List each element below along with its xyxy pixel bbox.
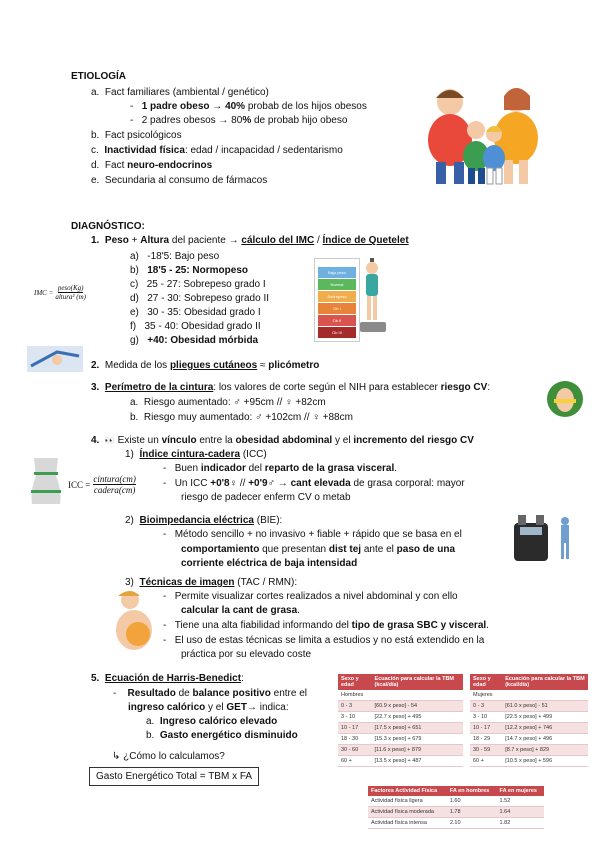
table-row	[470, 712, 588, 723]
skinfold-caliper-image	[27, 346, 83, 372]
table-cell: [14.7 x peso] + 496	[502, 734, 588, 745]
table-cell: 60 +	[338, 756, 372, 767]
imc-chart-band: Ob III	[318, 327, 356, 338]
table-cell: 1.60	[447, 796, 497, 807]
section-2: 2. Medida de los pliegues cutáneos ≈ plicómetro	[91, 360, 320, 371]
table-cell: [12.2 x peso] + 746	[502, 723, 588, 734]
imaging-line-3: - Tiene una alta fiabilidad informando del tipo de grasa SBC y visceral.	[163, 620, 489, 631]
table-cell: 1.82	[497, 818, 544, 829]
imc-item: a) -18'5: Bajo peso	[130, 251, 220, 262]
tbm-men-table: Sexo y edad Ecuación para calcular la TBM (kcal/día) Hombres 0 - 3 [60.9 x peso] - 54 3 - 10 [22.7 x peso] + 495 10 - 17 [17.5 x peso] + 651 18 - 30 [15.3 x peso] + 679 30 - 60 [11.6 x peso] + 879 60 + [13.5 x peso] + 487	[338, 674, 463, 767]
table-cell: 18 - 29	[470, 734, 502, 745]
bie-heading: 2) Bioimpedancia eléctrica (BIE):	[125, 515, 283, 526]
table-cell: 1.52	[497, 796, 544, 807]
imc-item: e) 30 - 35: Obesidad grado I	[130, 307, 261, 318]
table-cell: [17.5 x peso] + 651	[372, 723, 463, 734]
waist-hip-illustration	[26, 458, 66, 504]
table-cell: [22.5 x peso] + 499	[502, 712, 588, 723]
tbm-women-table: Sexo y edad Ecuación para calcular la TBM (kcal/día) Mujeres 0 - 3 [61.0 x peso] - 51 3 - 10 [22.5 x peso] + 499 10 - 17 [12.2 x peso] + 746 18 - 29 [14.7 x peso] + 496 30 - 59 [8.7 x peso] + 829 60 + [10.5 x peso] + 596	[470, 674, 588, 767]
table-cell: 30 - 60	[338, 745, 372, 756]
child-on-scale-illustration	[357, 258, 391, 340]
imc-chart-band: Ob II	[318, 315, 356, 326]
table-group-row: Mujeres	[470, 690, 588, 701]
harris-question: ↳ ¿Cómo lo calculamos?	[112, 751, 225, 762]
table-row	[470, 756, 588, 767]
table-cell: [22.7 x peso] + 495	[372, 712, 463, 723]
imaging-line-1: - Permite visualizar cortes realizados a nivel abdominal y con ello	[163, 591, 458, 602]
table-cell: 3 - 10	[470, 712, 502, 723]
imc-item: g) +40: Obesidad mórbida	[130, 335, 259, 346]
activity-factor-table: Factores Actividad Física FA en hombres FA en mujeres Actividad física ligera 1.60 1.52 Actividad física moderada 1.78 1.64 Actividad física intensa 2.10 1.82	[368, 786, 544, 829]
harris-line-2: ingreso calórico y el GET→ indica:	[128, 702, 289, 713]
imc-item: c) 25 - 27: Sobrepeso grado I	[130, 279, 266, 290]
table-cell: 2.10	[447, 818, 497, 829]
icc-line-3: riesgo de padecer enferm CV o metab	[181, 492, 351, 503]
table-row	[338, 712, 463, 723]
imc-chart-band: Ob I	[318, 303, 356, 314]
table-group-row: Hombres	[338, 690, 463, 701]
table-cell: 18 - 30	[338, 734, 372, 745]
icc-line-2: - Un ICC +0'8♀ // +0'9♂ → cant elevada de grasa corporal: mayor	[163, 478, 465, 489]
table-row	[368, 796, 544, 807]
table-row	[470, 745, 588, 756]
table-row	[338, 734, 463, 745]
eyes-icon: 👀	[104, 436, 115, 445]
section-3-heading: 3. Perímetro de la cintura: los valores de corte según el NIH para establecer riesgo CV:	[91, 382, 491, 393]
get-formula-box: Gasto Energético Total = TBM x FA	[89, 767, 259, 786]
etiologia-item-a1: - 1 padre obeso → 40% probab de los hijos obesos	[130, 101, 367, 112]
table-cell: 1.78	[447, 807, 497, 818]
table-row	[470, 701, 588, 712]
table-row	[470, 723, 588, 734]
section-3-item-b: b. Riesgo muy aumentado: ♂ +102cm // ♀ +88cm	[130, 412, 353, 423]
table-cell: 3 - 10	[338, 712, 372, 723]
diagnostico-title: DIAGNÓSTICO:	[71, 221, 145, 232]
imc-item: d) 27 - 30: Sobrepeso grado II	[130, 293, 269, 304]
imc-item: f) 35 - 40: Obesidad grado II	[130, 321, 261, 332]
bioimpedance-scale-image	[510, 513, 578, 563]
table-row	[470, 734, 588, 745]
table-cell: Actividad física ligera	[368, 796, 447, 807]
etiologia-item-b: b. Fact psicológicos	[91, 130, 182, 141]
table-cell: 10 - 17	[470, 723, 502, 734]
table-cell: Actividad física moderada	[368, 807, 447, 818]
table-row	[368, 818, 544, 829]
imc-formula: IMC = peso(Kg) altura² (m)	[34, 284, 86, 301]
etiologia-item-c: c. Inactividad física: edad / incapacidad / sedentarismo	[91, 145, 343, 156]
etiologia-item-a: a. Fact familiares (ambiental / genético)	[91, 87, 269, 98]
table-cell: 30 - 59	[470, 745, 502, 756]
table-cell: [11.6 x peso] + 879	[372, 745, 463, 756]
table-cell: [60.9 x peso] - 54	[372, 701, 463, 712]
table-row	[338, 723, 463, 734]
etiologia-item-e: e. Secundaria al consumo de fármacos	[91, 175, 268, 186]
imc-chart-band: Normal	[318, 279, 356, 290]
imc-chart-band: Sobrepeso	[318, 291, 356, 302]
harris-item-a: a. Ingreso calórico elevado	[146, 716, 278, 727]
table-cell: [61.0 x peso] - 51	[502, 701, 588, 712]
section-5-heading: 5. Ecuación de Harris-Benedict:	[91, 673, 244, 684]
table-cell: [13.5 x peso] + 487	[372, 756, 463, 767]
table-cell: 0 - 3	[338, 701, 372, 712]
obese-family-illustration	[418, 80, 548, 190]
body-scan-illustration	[112, 588, 156, 650]
imc-chart-image	[314, 258, 360, 342]
etiologia-item-d: d. Fact neuro-endocrinos	[91, 160, 213, 171]
table-row	[338, 701, 463, 712]
table-cell: [10.5 x peso] + 596	[502, 756, 588, 767]
imc-item: b) 18'5 - 25: Normopeso	[130, 265, 248, 276]
table-row	[368, 807, 544, 818]
icc-line-1: - Buen indicador del reparto de la grasa visceral.	[163, 463, 398, 474]
section-3-item-a: a. Riesgo aumentado: ♂ +95cm // ♀ +82cm	[130, 397, 326, 408]
table-cell: 0 - 3	[470, 701, 502, 712]
bie-line-3: corriente eléctrica de baja intensidad	[181, 558, 358, 569]
imaging-line-5: práctica por su elevado coste	[181, 649, 312, 660]
icc-formula: ICC = cintura(cm) cadera(cm)	[68, 474, 136, 495]
waist-measure-icon	[546, 380, 584, 418]
bie-line-1: - Método sencillo + no invasivo + fiable + rápido que se basa en el	[163, 529, 462, 540]
table-row	[338, 756, 463, 767]
table-cell: 10 - 17	[338, 723, 372, 734]
imc-chart-band: Bajo peso	[318, 267, 356, 278]
harris-item-b: b. Gasto energético disminuido	[146, 730, 298, 741]
etiologia-item-a2: - 2 padres obesos → 80% de probab hijo obeso	[130, 115, 348, 126]
etiologia-title: ETIOLOGÍA	[71, 71, 126, 82]
harris-line-1: - Resultado de balance positivo entre el	[113, 688, 307, 699]
table-cell: 1.64	[497, 807, 544, 818]
imaging-line-4: - El uso de estas técnicas se limita a estudios y no está extendido en la	[163, 635, 485, 646]
section-4-heading: 4. 👀 Existe un vínculo entre la obesidad abdominal y el incremento del riesgo CV	[91, 435, 474, 446]
table-cell: [8.7 x peso] + 829	[502, 745, 588, 756]
icc-heading: 1) Índice cintura-cadera (ICC)	[125, 449, 267, 460]
section-1-heading: 1. Peso + Altura del paciente → cálculo del IMC / Índice de Quetelet	[91, 235, 409, 246]
table-cell: 60 +	[470, 756, 502, 767]
table-row	[338, 745, 463, 756]
imc-list	[130, 250, 269, 348]
bie-line-2: comportamiento que presentan dist tej ante el paso de una	[181, 544, 456, 555]
table-cell: [15.3 x peso] + 679	[372, 734, 463, 745]
imaging-heading: 3) Técnicas de imagen (TAC / RMN):	[125, 577, 298, 588]
table-cell: Actividad física intensa	[368, 818, 447, 829]
imaging-line-2: calcular la cant de grasa.	[181, 605, 300, 616]
